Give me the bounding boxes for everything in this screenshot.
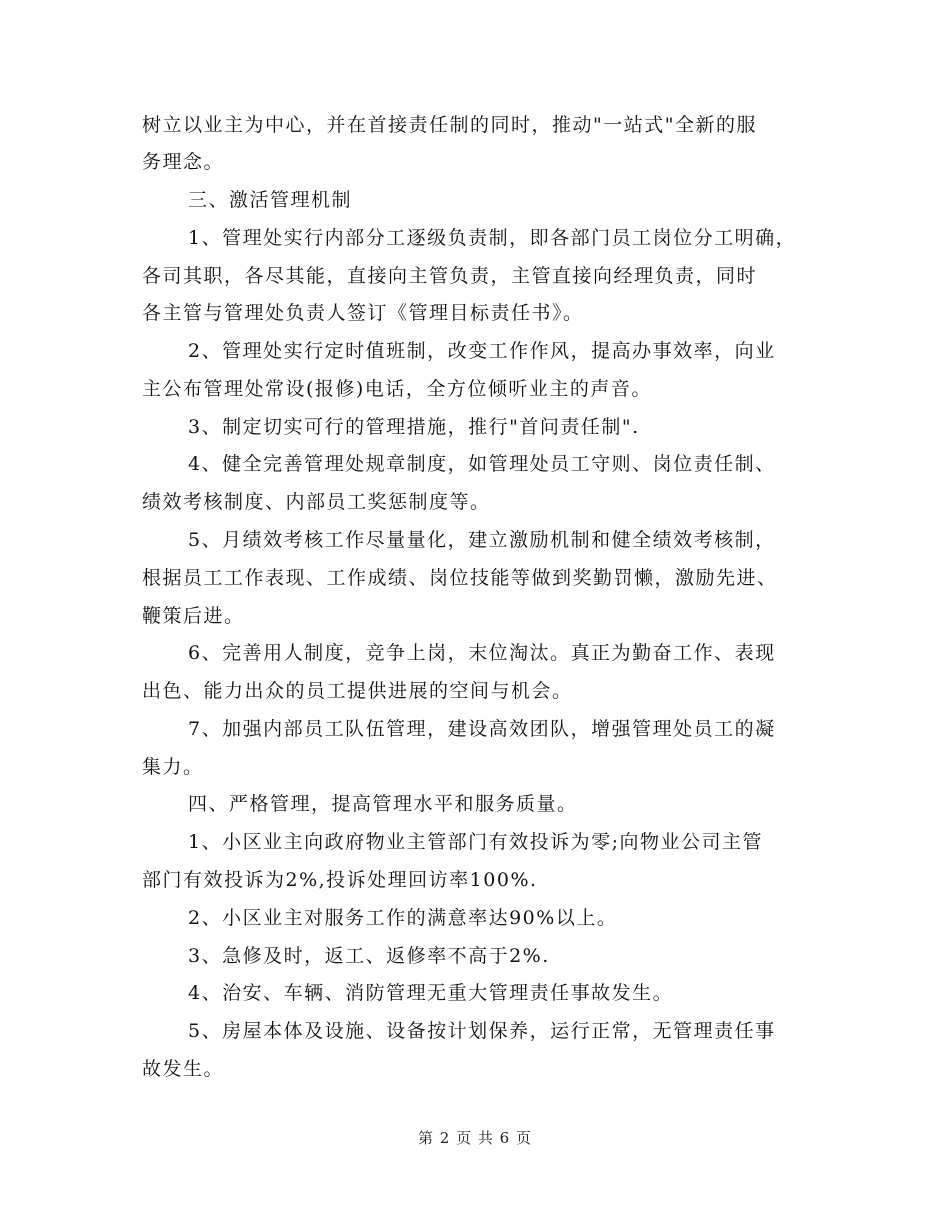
text-line: 故发生。: [142, 1058, 225, 1080]
text-line: 根据员工工作表现、工作成绩、岗位技能等做到奖勤罚懒，激励先进、: [142, 567, 778, 589]
text-line: 鞭策后进。: [142, 605, 245, 627]
text-line: 绩效考核制度、内部员工奖惩制度等。: [142, 491, 491, 513]
text-line: 5、房屋本体及设施、设备按计划保养，运行正常，无管理责任事: [188, 1020, 776, 1042]
text-line: 4、健全完善管理处规章制度，如管理处员工守则、岗位责任制、: [188, 453, 776, 475]
section-heading: 三、激活管理机制: [188, 189, 353, 211]
text-line: 务理念。: [142, 151, 225, 173]
text-line: 3、急修及时，返工、返修率不高于2%.: [188, 945, 550, 967]
section-heading: 四、严格管理，提高管理水平和服务质量。: [188, 793, 578, 815]
text-line: 1、小区业主向政府物业主管部门有效投诉为零;向物业公司主管: [188, 831, 763, 853]
text-line: 树立以业主为中心，并在首接责任制的同时，推动"一站式"全新的服: [142, 114, 757, 136]
text-line: 5、月绩效考核工作尽量量化，建立激励机制和健全绩效考核制，: [188, 529, 776, 551]
page-number-footer: 第 2 页 共 6 页: [418, 1129, 532, 1147]
text-line: 各主管与管理处负责人签订《管理目标责任书》。: [142, 302, 584, 324]
text-line: 集力。: [142, 756, 204, 778]
text-line: 2、小区业主对服务工作的满意率达90%以上。: [188, 907, 618, 929]
text-line: 部门有效投诉为2%,投诉处理回访率100%.: [142, 869, 538, 891]
text-line: 7、加强内部员工队伍管理，建设高效团队，增强管理处员工的凝: [188, 718, 776, 740]
text-line: 6、完善用人制度，竞争上岗，末位淘汰。真正为勤奋工作、表现: [188, 642, 776, 664]
text-line: 4、治安、车辆、消防管理无重大管理责任事故发生。: [188, 982, 674, 1004]
text-line: 3、制定切实可行的管理措施，推行"首问责任制".: [188, 416, 640, 438]
text-line: 1、管理处实行内部分工逐级负责制，即各部门员工岗位分工明确，: [188, 227, 797, 249]
text-line: 出色、能力出众的员工提供进展的空间与机会。: [142, 680, 573, 702]
text-line: 各司其职，各尽其能，直接向主管负责，主管直接向经理负责，同时: [142, 265, 758, 287]
text-line: 2、管理处实行定时值班制，改变工作作风，提高办事效率，向业: [188, 340, 776, 362]
text-line: 主公布管理处常设(报修)电话，全方位倾听业主的声音。: [142, 378, 652, 400]
